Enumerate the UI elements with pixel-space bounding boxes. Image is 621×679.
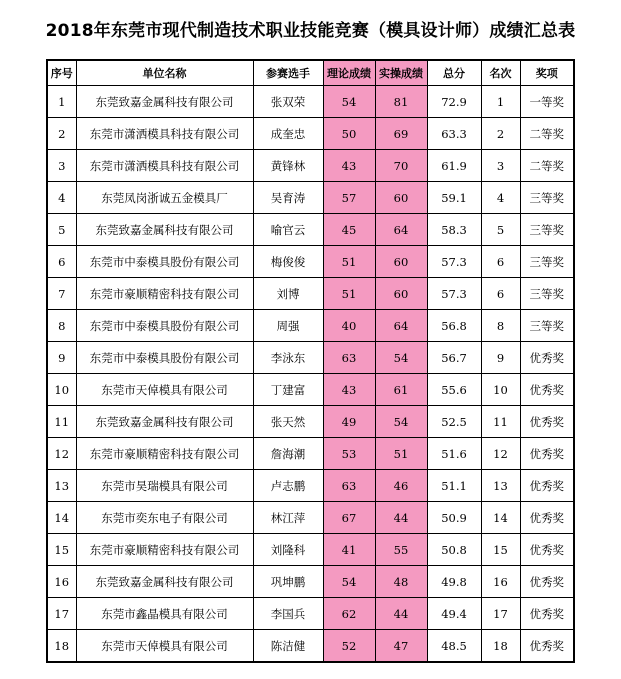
rank-cell: 3: [481, 150, 520, 182]
rank-cell: 17: [481, 598, 520, 630]
column-header-contestant: 参赛选手: [253, 60, 323, 86]
practice-score-cell: 64: [375, 310, 427, 342]
company-cell: 东莞市天倬模具有限公司: [76, 630, 253, 663]
row-number-cell: 14: [47, 502, 76, 534]
practice-score-cell: 44: [375, 502, 427, 534]
row-number-cell: 1: [47, 86, 76, 118]
contestant-cell: 林江萍: [253, 502, 323, 534]
theory-score-cell: 41: [323, 534, 375, 566]
total-score-cell: 55.6: [427, 374, 481, 406]
practice-score-cell: 48: [375, 566, 427, 598]
award-cell: 优秀奖: [520, 406, 574, 438]
award-cell: 优秀奖: [520, 534, 574, 566]
company-cell: 东莞市中泰模具股份有限公司: [76, 246, 253, 278]
contestant-cell: 黄锋林: [253, 150, 323, 182]
contestant-cell: 丁建富: [253, 374, 323, 406]
page-title: 2018年东莞市现代制造技术职业技能竞赛（模具设计师）成绩汇总表: [45, 21, 576, 41]
rank-cell: 12: [481, 438, 520, 470]
total-score-cell: 49.4: [427, 598, 481, 630]
practice-score-cell: 60: [375, 246, 427, 278]
table-row: [47, 86, 574, 118]
theory-score-cell: 63: [323, 342, 375, 374]
table-body: [47, 86, 574, 663]
award-cell: 二等奖: [520, 150, 574, 182]
award-cell: 三等奖: [520, 246, 574, 278]
company-cell: 东莞市中泰模具股份有限公司: [76, 342, 253, 374]
theory-score-cell: 54: [323, 566, 375, 598]
theory-score-cell: 43: [323, 150, 375, 182]
company-cell: 东莞市豪顺精密科技有限公司: [76, 534, 253, 566]
total-score-cell: 56.8: [427, 310, 481, 342]
company-cell: 东莞市中泰模具股份有限公司: [76, 310, 253, 342]
contestant-cell: 巩坤鹏: [253, 566, 323, 598]
total-score-cell: 57.3: [427, 278, 481, 310]
award-cell: 优秀奖: [520, 470, 574, 502]
column-header-company: 单位名称: [76, 60, 253, 86]
award-cell: 优秀奖: [520, 374, 574, 406]
company-cell: 东莞市鑫晶模具有限公司: [76, 598, 253, 630]
contestant-cell: 张天然: [253, 406, 323, 438]
rank-cell: 14: [481, 502, 520, 534]
contestant-cell: 詹海潮: [253, 438, 323, 470]
award-cell: 二等奖: [520, 118, 574, 150]
company-cell: 东莞致嘉金属科技有限公司: [76, 566, 253, 598]
rank-cell: 8: [481, 310, 520, 342]
row-number-cell: 11: [47, 406, 76, 438]
total-score-cell: 58.3: [427, 214, 481, 246]
practice-score-cell: 70: [375, 150, 427, 182]
contestant-cell: 李国兵: [253, 598, 323, 630]
contestant-cell: 刘博: [253, 278, 323, 310]
rank-cell: 6: [481, 278, 520, 310]
practice-score-cell: 60: [375, 182, 427, 214]
column-header-total: 总分: [427, 60, 481, 86]
row-number-cell: 12: [47, 438, 76, 470]
row-number-cell: 9: [47, 342, 76, 374]
contestant-cell: 李泳东: [253, 342, 323, 374]
theory-score-cell: 51: [323, 246, 375, 278]
results-table: [46, 59, 575, 663]
row-number-cell: 2: [47, 118, 76, 150]
contestant-cell: 刘隆科: [253, 534, 323, 566]
practice-score-cell: 44: [375, 598, 427, 630]
award-cell: 优秀奖: [520, 598, 574, 630]
row-number-cell: 3: [47, 150, 76, 182]
theory-score-cell: 62: [323, 598, 375, 630]
column-header-award: 奖项: [520, 60, 574, 86]
table-row: [47, 534, 574, 566]
row-number-cell: 5: [47, 214, 76, 246]
contestant-cell: 张双荣: [253, 86, 323, 118]
practice-score-cell: 60: [375, 278, 427, 310]
contestant-cell: 周强: [253, 310, 323, 342]
theory-score-cell: 49: [323, 406, 375, 438]
theory-score-cell: 40: [323, 310, 375, 342]
company-cell: 东莞致嘉金属科技有限公司: [76, 406, 253, 438]
company-cell: 东莞市天倬模具有限公司: [76, 374, 253, 406]
award-cell: 三等奖: [520, 278, 574, 310]
contestant-cell: 梅俊俊: [253, 246, 323, 278]
table-row: [47, 214, 574, 246]
practice-score-cell: 46: [375, 470, 427, 502]
table-header-row: [47, 60, 574, 86]
row-number-cell: 6: [47, 246, 76, 278]
practice-score-cell: 47: [375, 630, 427, 663]
table-row: [47, 470, 574, 502]
table-row: [47, 342, 574, 374]
practice-score-cell: 64: [375, 214, 427, 246]
theory-score-cell: 63: [323, 470, 375, 502]
practice-score-cell: 61: [375, 374, 427, 406]
company-cell: 东莞市奕东电子有限公司: [76, 502, 253, 534]
practice-score-cell: 54: [375, 342, 427, 374]
table-row: [47, 278, 574, 310]
table-row: [47, 374, 574, 406]
theory-score-cell: 51: [323, 278, 375, 310]
award-cell: 一等奖: [520, 86, 574, 118]
total-score-cell: 49.8: [427, 566, 481, 598]
total-score-cell: 51.1: [427, 470, 481, 502]
row-number-cell: 4: [47, 182, 76, 214]
row-number-cell: 8: [47, 310, 76, 342]
column-header-rank: 名次: [481, 60, 520, 86]
contestant-cell: 喻官云: [253, 214, 323, 246]
theory-score-cell: 45: [323, 214, 375, 246]
practice-score-cell: 81: [375, 86, 427, 118]
award-cell: 三等奖: [520, 310, 574, 342]
table-row: [47, 246, 574, 278]
total-score-cell: 63.3: [427, 118, 481, 150]
total-score-cell: 72.9: [427, 86, 481, 118]
total-score-cell: 50.8: [427, 534, 481, 566]
table-row: [47, 598, 574, 630]
rank-cell: 4: [481, 182, 520, 214]
row-number-cell: 15: [47, 534, 76, 566]
rank-cell: 5: [481, 214, 520, 246]
theory-score-cell: 67: [323, 502, 375, 534]
total-score-cell: 59.1: [427, 182, 481, 214]
row-number-cell: 17: [47, 598, 76, 630]
rank-cell: 15: [481, 534, 520, 566]
total-score-cell: 48.5: [427, 630, 481, 663]
practice-score-cell: 55: [375, 534, 427, 566]
contestant-cell: 吴育涛: [253, 182, 323, 214]
row-number-cell: 13: [47, 470, 76, 502]
table-row: [47, 566, 574, 598]
practice-score-cell: 54: [375, 406, 427, 438]
award-cell: 三等奖: [520, 182, 574, 214]
award-cell: 三等奖: [520, 214, 574, 246]
table-row: [47, 406, 574, 438]
total-score-cell: 56.7: [427, 342, 481, 374]
rank-cell: 2: [481, 118, 520, 150]
company-cell: 东莞市潇洒模具科技有限公司: [76, 118, 253, 150]
rank-cell: 1: [481, 86, 520, 118]
company-cell: 东莞市昊瑞模具有限公司: [76, 470, 253, 502]
table-row: [47, 310, 574, 342]
award-cell: 优秀奖: [520, 342, 574, 374]
theory-score-cell: 52: [323, 630, 375, 663]
table-row: [47, 438, 574, 470]
theory-score-cell: 43: [323, 374, 375, 406]
table-row: [47, 502, 574, 534]
rank-cell: 10: [481, 374, 520, 406]
table-row: [47, 182, 574, 214]
row-number-cell: 18: [47, 630, 76, 663]
column-header-no: 序号: [47, 60, 76, 86]
rank-cell: 9: [481, 342, 520, 374]
award-cell: 优秀奖: [520, 566, 574, 598]
row-number-cell: 10: [47, 374, 76, 406]
rank-cell: 18: [481, 630, 520, 663]
company-cell: 东莞致嘉金属科技有限公司: [76, 86, 253, 118]
practice-score-cell: 51: [375, 438, 427, 470]
award-cell: 优秀奖: [520, 630, 574, 663]
contestant-cell: 成奎忠: [253, 118, 323, 150]
total-score-cell: 61.9: [427, 150, 481, 182]
total-score-cell: 50.9: [427, 502, 481, 534]
row-number-cell: 7: [47, 278, 76, 310]
award-cell: 优秀奖: [520, 502, 574, 534]
total-score-cell: 51.6: [427, 438, 481, 470]
rank-cell: 6: [481, 246, 520, 278]
rank-cell: 13: [481, 470, 520, 502]
company-cell: 东莞市潇洒模具科技有限公司: [76, 150, 253, 182]
total-score-cell: 52.5: [427, 406, 481, 438]
company-cell: 东莞市豪顺精密科技有限公司: [76, 278, 253, 310]
company-cell: 东莞致嘉金属科技有限公司: [76, 214, 253, 246]
column-header-practice: 实操成绩: [375, 60, 427, 86]
award-cell: 优秀奖: [520, 438, 574, 470]
practice-score-cell: 69: [375, 118, 427, 150]
company-cell: 东莞市豪顺精密科技有限公司: [76, 438, 253, 470]
rank-cell: 11: [481, 406, 520, 438]
row-number-cell: 16: [47, 566, 76, 598]
table-row: [47, 630, 574, 663]
theory-score-cell: 50: [323, 118, 375, 150]
company-cell: 东莞凤岗浙诚五金模具厂: [76, 182, 253, 214]
theory-score-cell: 57: [323, 182, 375, 214]
table-row: [47, 150, 574, 182]
table-row: [47, 118, 574, 150]
contestant-cell: 陈洁健: [253, 630, 323, 663]
column-header-theory: 理论成绩: [323, 60, 375, 86]
total-score-cell: 57.3: [427, 246, 481, 278]
contestant-cell: 卢志鹏: [253, 470, 323, 502]
theory-score-cell: 54: [323, 86, 375, 118]
theory-score-cell: 53: [323, 438, 375, 470]
rank-cell: 16: [481, 566, 520, 598]
